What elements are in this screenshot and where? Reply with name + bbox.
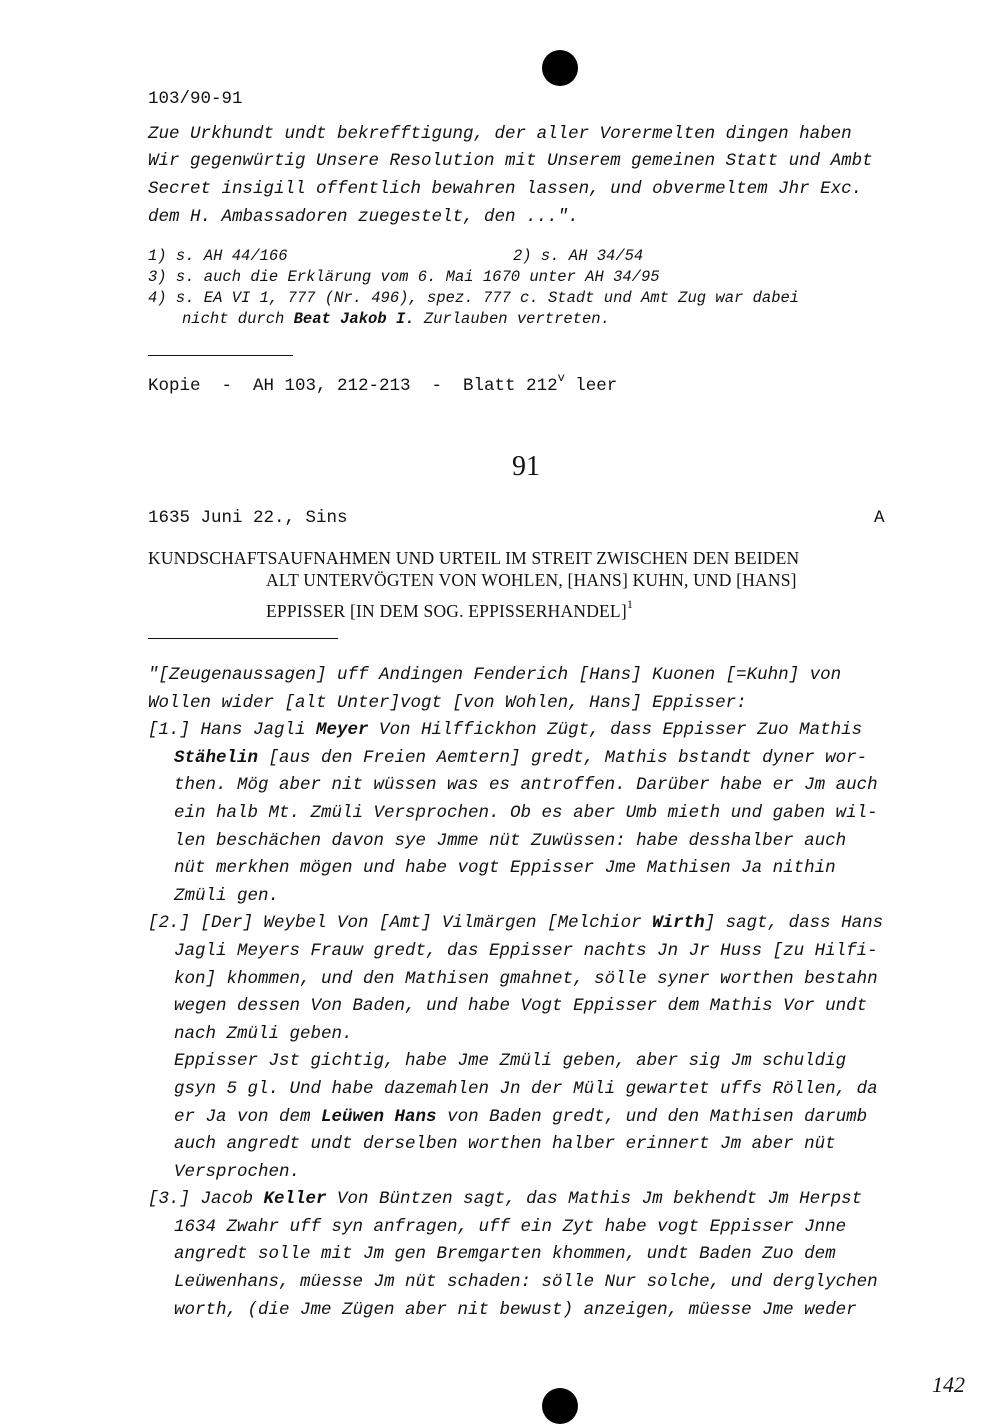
section-3-line-5: worth, (die Jme Zügen aber nit bewust) anzeigen, müesse Jme weder [174, 1299, 857, 1320]
section-2-line-7: gsyn 5 gl. Und habe dazemahlen Jn der Müli gewartet uffs Röllen, da [174, 1078, 878, 1099]
section-1-line-6: nüt merkhen mögen und habe vogt Eppisser Jme Mathisen Ja nithin [174, 858, 836, 879]
section-1-line-2: Stähelin [aus den Freien Aemtern] gredt, Mathis bstandt dyner wor- [174, 747, 868, 768]
footnote-4-continued: nicht durch Beat Jakob I. Zurlauben vertreten. [182, 310, 610, 328]
intro-line-2: Wir gegenwürtig Unsere Resolution mit Unserem gemeinen Statt und Ambt [148, 151, 873, 171]
section-2-line-1: [2.] [Der] Weybel Von [Amt] Vilmärgen [Melchior Wirth] sagt, dass Hans [148, 913, 884, 934]
intro-line-3: Secret insigill offentlich bewahren lassen, und obvermeltem Jhr Exc. [148, 179, 863, 199]
document-body [148, 662, 912, 1324]
section-2-line-5: nach Zmüli geben. [174, 1023, 353, 1044]
section-3-line-4: Leüwenhans, müesse Jm nüt schaden: sölle Nur solche, und derglychen [174, 1272, 878, 1293]
punch-hole-bottom [542, 1388, 578, 1424]
footnote-3: 3) s. auch die Erklärung vom 6. Mai 1670 unter AH 34/95 [148, 268, 660, 286]
section-1-line-1: [1.] Hans Jagli Meyer Von Hilffickhon Zügt, dass Eppisser Zuo Mathis [148, 720, 863, 741]
punch-hole-top [542, 50, 578, 86]
section-1-line-4: ein halb Mt. Zmüli Versprochen. Ob es aber Umb mieth und gaben wil- [174, 802, 878, 823]
footnote-1: 1) s. AH 44/166 [148, 247, 288, 265]
document-reference: 103/90-91 [148, 89, 243, 109]
copy-note: Kopie - AH 103, 212-213 - Blatt 212$^v$ leer [148, 371, 618, 396]
heading-separator [148, 638, 338, 639]
footnote-4: 4) s. EA VI 1, 777 (Nr. 496), spez. 777 c. Stadt und Amt Zug war dabei [148, 289, 800, 307]
body-intro-line-2: Wollen wider [alt Unter]vogt [von Wohlen, Hans] Eppisser: [148, 692, 747, 713]
section-1-line-3: then. Mög aber nit wüssen was es antroffen. Darüber habe er Jm auch [174, 775, 878, 796]
section-2-line-4: wegen dessen Von Baden, und habe Vogt Eppisser dem Mathis Vor undt [174, 996, 868, 1017]
section-3-line-1: [3.] Jacob Keller Von Büntzen sagt, das Mathis Jm bekhendt Jm Herpst [148, 1189, 863, 1210]
date-line: 1635 Juni 22., Sins [148, 508, 348, 528]
body-intro-line-1: "[Zeugenaussagen] uff Andingen Fenderich [Hans] Kuonen [=Kuhn] von [148, 665, 842, 685]
section-3-line-2: 1634 Zwahr uff syn anfragen, uff ein Zyt habe vogt Eppisser Jnne [174, 1216, 847, 1237]
document-number: 91 [512, 451, 540, 482]
class-letter: A [874, 508, 885, 528]
section-2-line-10: Versprochen. [174, 1161, 301, 1182]
section-2-line-9: auch angredt undt derselben worthen halber erinnert Jm aber nüt [174, 1134, 836, 1155]
heading-line-2: ALT UNTERVÖGTEN VON WOHLEN, [HANS] KUHN, UND [HANS] [266, 570, 797, 590]
section-2-line-2: Jagli Meyers Frauw gredt, das Eppisser nachts Jn Jr Huss [zu Hilfi- [174, 940, 878, 961]
handwritten-page-number: 142 [932, 1372, 965, 1397]
intro-line-4: dem H. Ambassadoren zuegestelt, den ...". [148, 207, 579, 227]
section-2-line-6: Eppisser Jst gichtig, habe Jme Zmüli geben, aber sig Jm schuldig [174, 1051, 847, 1072]
footnote-2: 2) s. AH 34/54 [513, 247, 644, 265]
section-3-line-3: angredt solle mit Jm gen Bremgarten khommen, undt Baden Zuo dem [174, 1244, 836, 1265]
section-2-line-8: er Ja von dem Leüwen Hans von Baden gredt, und den Mathisen darumb [174, 1106, 868, 1127]
footnote-separator [148, 355, 293, 356]
heading-line-1: KUNDSCHAFTSAUFNAHMEN UND URTEIL IM STREIT ZWISCHEN DEN BEIDEN [148, 548, 800, 568]
heading-line-3: EPPISSER [IN DEM SOG. EPPISSERHANDEL]$^1$ [266, 597, 634, 621]
section-1-line-7: Zmüli gen. [174, 885, 280, 906]
section-1-line-5: len beschächen davon sye Jmme nüt Zuwüssen: habe desshalber auch [174, 830, 847, 851]
section-2-line-3: kon] khommen, und den Mathisen gmahnet, sölle syner worthen bestahn [174, 968, 878, 989]
intro-line-1: Zue Urkhundt undt bekrefftigung, der aller Vorermelten dingen haben [148, 124, 852, 144]
